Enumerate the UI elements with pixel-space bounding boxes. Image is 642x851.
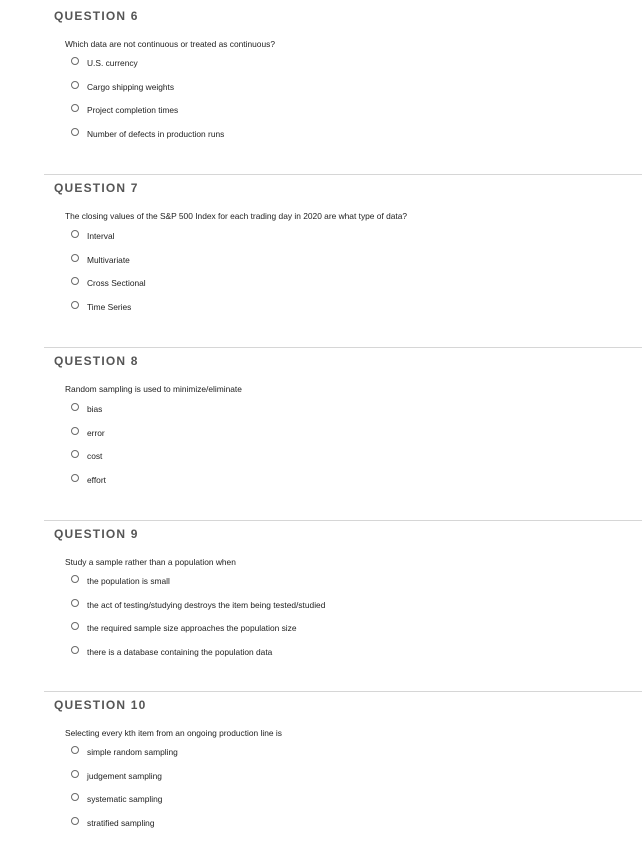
answer-option[interactable] [71,81,224,105]
option-label: the act of testing/studying destroys the item being tested/studied [87,599,326,610]
question-title: QUESTION 6 [54,9,139,23]
question-prompt: Random sampling is used to minimize/eliminate [65,384,242,394]
option-label: U.S. currency [87,58,138,68]
answer-option[interactable] [71,301,146,325]
answer-option[interactable] [71,104,224,128]
section-divider [44,174,642,175]
option-label: effort [87,474,106,485]
question-prompt: The closing values of the S&P 500 Index for each trading day in 2020 are what type of data? [65,211,408,221]
option-label: Time Series [87,301,132,312]
answer-options [71,57,224,151]
option-label: Number of defects in production runs [87,128,225,139]
section-divider [44,520,642,521]
answer-option[interactable] [71,646,325,670]
answer-options [71,746,178,840]
option-label: the required sample size approaches the population size [87,623,297,633]
radio-button-icon[interactable] [71,770,79,778]
answer-option[interactable] [71,277,146,301]
answer-option[interactable] [71,746,178,770]
answer-option[interactable] [71,474,106,498]
question-prompt: Which data are not continuous or treated as continuous? [65,39,275,49]
radio-button-icon[interactable] [71,254,79,262]
radio-button-icon[interactable] [71,57,79,65]
option-label: judgement sampling [87,770,162,781]
answer-option[interactable] [71,770,178,794]
option-label: Cargo shipping weights [87,81,175,92]
question-prompt: Study a sample rather than a population when [65,557,236,567]
answer-option[interactable] [71,575,325,599]
answer-option[interactable] [71,817,178,841]
answer-options [71,575,325,669]
radio-button-icon[interactable] [71,450,79,458]
answer-option[interactable] [71,254,146,278]
answer-options [71,230,146,324]
radio-button-icon[interactable] [71,575,79,583]
option-label: error [87,427,105,438]
answer-option[interactable] [71,622,325,646]
radio-button-icon[interactable] [71,793,79,801]
option-label: the population is small [87,576,170,586]
option-label: simple random sampling [87,747,178,757]
option-label: there is a database containing the population data [87,646,273,657]
radio-button-icon[interactable] [71,403,79,411]
answer-option[interactable] [71,230,146,254]
answer-option[interactable] [71,450,106,474]
radio-button-icon[interactable] [71,599,79,607]
option-label: Cross Sectional [87,278,146,288]
option-label: Project completion times [87,105,179,115]
option-label: systematic sampling [87,794,163,804]
answer-option[interactable] [71,128,224,152]
answer-option[interactable] [71,793,178,817]
answer-option[interactable] [71,599,325,623]
option-label: cost [87,451,103,461]
radio-button-icon[interactable] [71,746,79,754]
answer-options [71,403,106,497]
answer-option[interactable] [71,427,106,451]
radio-button-icon[interactable] [71,301,79,309]
question-title: QUESTION 7 [54,181,139,195]
option-label: bias [87,404,103,414]
radio-button-icon[interactable] [71,817,79,825]
radio-button-icon[interactable] [71,230,79,238]
option-label: Interval [87,231,115,241]
radio-button-icon[interactable] [71,474,79,482]
section-divider [44,347,642,348]
answer-option[interactable] [71,403,106,427]
option-label: Multivariate [87,254,130,265]
option-label: stratified sampling [87,817,155,828]
radio-button-icon[interactable] [71,427,79,435]
radio-button-icon[interactable] [71,128,79,136]
section-divider [44,691,642,692]
radio-button-icon[interactable] [71,277,79,285]
radio-button-icon[interactable] [71,81,79,89]
radio-button-icon[interactable] [71,622,79,630]
question-title: QUESTION 10 [54,698,147,712]
question-prompt: Selecting every kth item from an ongoing production line is [65,728,282,738]
radio-button-icon[interactable] [71,646,79,654]
radio-button-icon[interactable] [71,104,79,112]
question-title: QUESTION 8 [54,354,139,368]
question-title: QUESTION 9 [54,527,139,541]
answer-option[interactable] [71,57,224,81]
